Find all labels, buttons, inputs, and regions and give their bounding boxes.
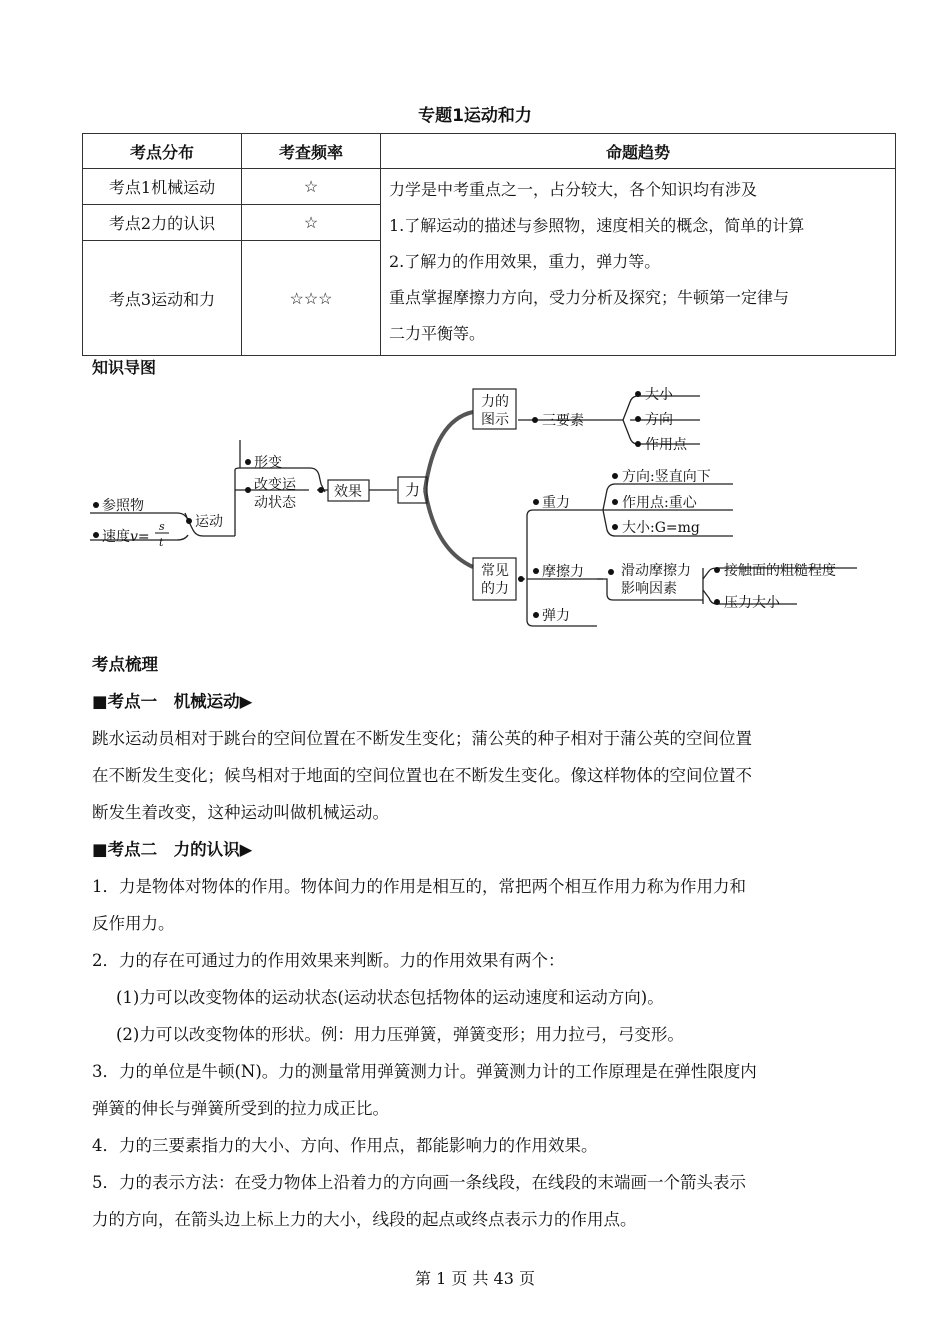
speed-numerator: s	[159, 520, 165, 533]
paragraph-line: 跳水运动员相对于跳台的空间位置在不断发生变化；蒲公英的种子相对于蒲公英的空间位置	[92, 729, 752, 748]
gravity-direction-label: 方向:竖直向下	[622, 469, 711, 485]
paragraph-line: (1)力可以改变物体的运动状态(运动状态包括物体的运动速度和运动方向)。	[116, 988, 664, 1007]
section-heading: 考点梳理	[92, 655, 158, 674]
bullet-icon	[612, 473, 618, 479]
exam-points-table	[82, 133, 896, 356]
representation-label-2: 图示	[481, 412, 509, 428]
direction-label: 方向	[645, 412, 673, 428]
table-header-row	[83, 134, 896, 169]
gravity-point-label: 作用点:重心	[622, 495, 697, 511]
paragraph-line: 断发生着改变，这种运动叫做机械运动。	[92, 803, 389, 822]
content-body	[92, 646, 872, 1238]
change-state-label-2: 动状态	[254, 495, 296, 511]
bullet-icon	[635, 416, 641, 422]
effect-label: 效果	[334, 484, 362, 500]
paragraph-line: 5．力的表示方法：在受力物体上沿着力的方向画一条线段，在线段的末端画一个箭头表示	[92, 1173, 746, 1192]
bullet-icon	[714, 599, 720, 605]
mindmap-heading: 知识导图	[92, 358, 157, 377]
roughness-label: 接触面的粗糙程度	[724, 563, 836, 579]
representation-label-1: 力的	[481, 394, 509, 410]
paragraph-line: 力的方向，在箭头边上标上力的大小，线段的起点或终点表示力的作用点。	[92, 1210, 637, 1229]
bullet-icon	[318, 487, 324, 493]
speed-variable: v	[130, 529, 138, 545]
header-trend: 命题趋势	[381, 134, 896, 169]
elastic-label: 弹力	[542, 608, 570, 624]
point1-heading: ■考点一 机械运动▶	[92, 692, 253, 711]
bullet-icon	[612, 524, 618, 530]
bullet-icon	[245, 487, 251, 493]
deform-label: 形变	[254, 455, 282, 471]
bullet-icon	[532, 417, 538, 423]
paragraph-line: 反作用力。	[92, 914, 175, 933]
topic-cell: 考点3运动和力	[83, 241, 242, 356]
paragraph-line: 弹簧的伸长与弹簧所受到的拉力成正比。	[92, 1099, 389, 1118]
point2-heading: ■考点二 力的认识▶	[92, 840, 253, 859]
bullet-icon	[612, 499, 618, 505]
bullet-icon	[518, 576, 524, 582]
frequency-cell: ☆	[242, 169, 381, 205]
motion-label: 运动	[195, 514, 223, 530]
point-label: 作用点	[645, 437, 687, 453]
gravity-magnitude-label: 大小:G=mg	[622, 520, 700, 536]
trend-cell	[381, 169, 896, 356]
friction-label: 摩擦力	[542, 564, 584, 580]
paragraph-line: 4．力的三要素指力的大小、方向、作用点，都能影响力的作用效果。	[92, 1136, 598, 1155]
knowledge-mindmap	[85, 380, 875, 635]
bullet-icon	[533, 568, 539, 574]
pressure-label: 压力大小	[724, 595, 780, 611]
bullet-icon	[635, 391, 641, 397]
bullet-icon	[533, 499, 539, 505]
frequency-cell: ☆	[242, 205, 381, 241]
paragraph-line: 在不断发生变化；候鸟相对于地面的空间位置也在不断发生变化。像这样物体的空间位置不	[92, 766, 752, 785]
bullet-icon	[93, 502, 99, 508]
paragraph-line: 1．力是物体对物体的作用。物体间力的作用是相互的，常把两个相互作用力称为作用力和	[92, 877, 746, 896]
frequency-cell: ☆☆☆	[242, 241, 381, 356]
force-center-label: 力	[405, 481, 421, 499]
header-topic: 考点分布	[83, 134, 242, 169]
bullet-icon	[93, 532, 99, 538]
change-state-label-1: 改变运	[254, 477, 296, 493]
trend-line: 1.了解运动的描述与参照物，速度相关的概念，简单的计算	[389, 216, 805, 235]
trend-line: 重点掌握摩擦力方向，受力分析及探究；牛顿第一定律与	[389, 288, 790, 307]
topic-cell: 考点1机械运动	[83, 169, 242, 205]
reference-label: 参照物	[102, 498, 144, 514]
bullet-icon	[714, 567, 720, 573]
bullet-icon	[635, 441, 641, 447]
header-frequency: 考查频率	[242, 134, 381, 169]
trend-line: 力学是中考重点之一，占分较大，各个知识均有涉及	[389, 180, 758, 199]
common-forces-label-1: 常见	[481, 563, 509, 579]
speed-denominator: t	[159, 536, 164, 549]
paragraph-line: 2．力的存在可通过力的作用效果来判断。力的作用效果有两个：	[92, 951, 565, 970]
common-forces-label-2: 的力	[481, 581, 509, 597]
trend-line: 二力平衡等。	[389, 324, 486, 343]
paragraph-line: 3．力的单位是牛顿(N)。力的测量常用弹簧测力计。弹簧测力计的工作原理是在弹性限度内	[92, 1062, 757, 1081]
trend-line: 2.了解力的作用效果，重力，弹力等。	[389, 252, 661, 271]
bullet-icon	[608, 569, 614, 575]
bullet-icon	[533, 612, 539, 618]
sliding-factors-label-2: 影响因素	[621, 581, 677, 597]
sliding-factors-label-1: 滑动摩擦力	[621, 563, 691, 579]
topic-cell: 考点2力的认识	[83, 205, 242, 241]
paragraph-line: (2)力可以改变物体的形状。例：用力压弹簧，弹簧变形；用力拉弓，弓变形。	[116, 1025, 684, 1044]
table-row	[83, 169, 896, 205]
bullet-icon	[186, 518, 192, 524]
gravity-label: 重力	[542, 495, 570, 511]
page-title: 专题1运动和力	[418, 106, 532, 126]
page-footer: 第 1 页 共 43 页	[415, 1269, 535, 1288]
magnitude-label: 大小	[645, 387, 673, 403]
speed-label: 速度v=	[102, 529, 150, 545]
bullet-icon	[245, 459, 251, 465]
speed-prefix: 速度	[102, 529, 130, 545]
three-elements-label: 三要素	[542, 413, 584, 429]
